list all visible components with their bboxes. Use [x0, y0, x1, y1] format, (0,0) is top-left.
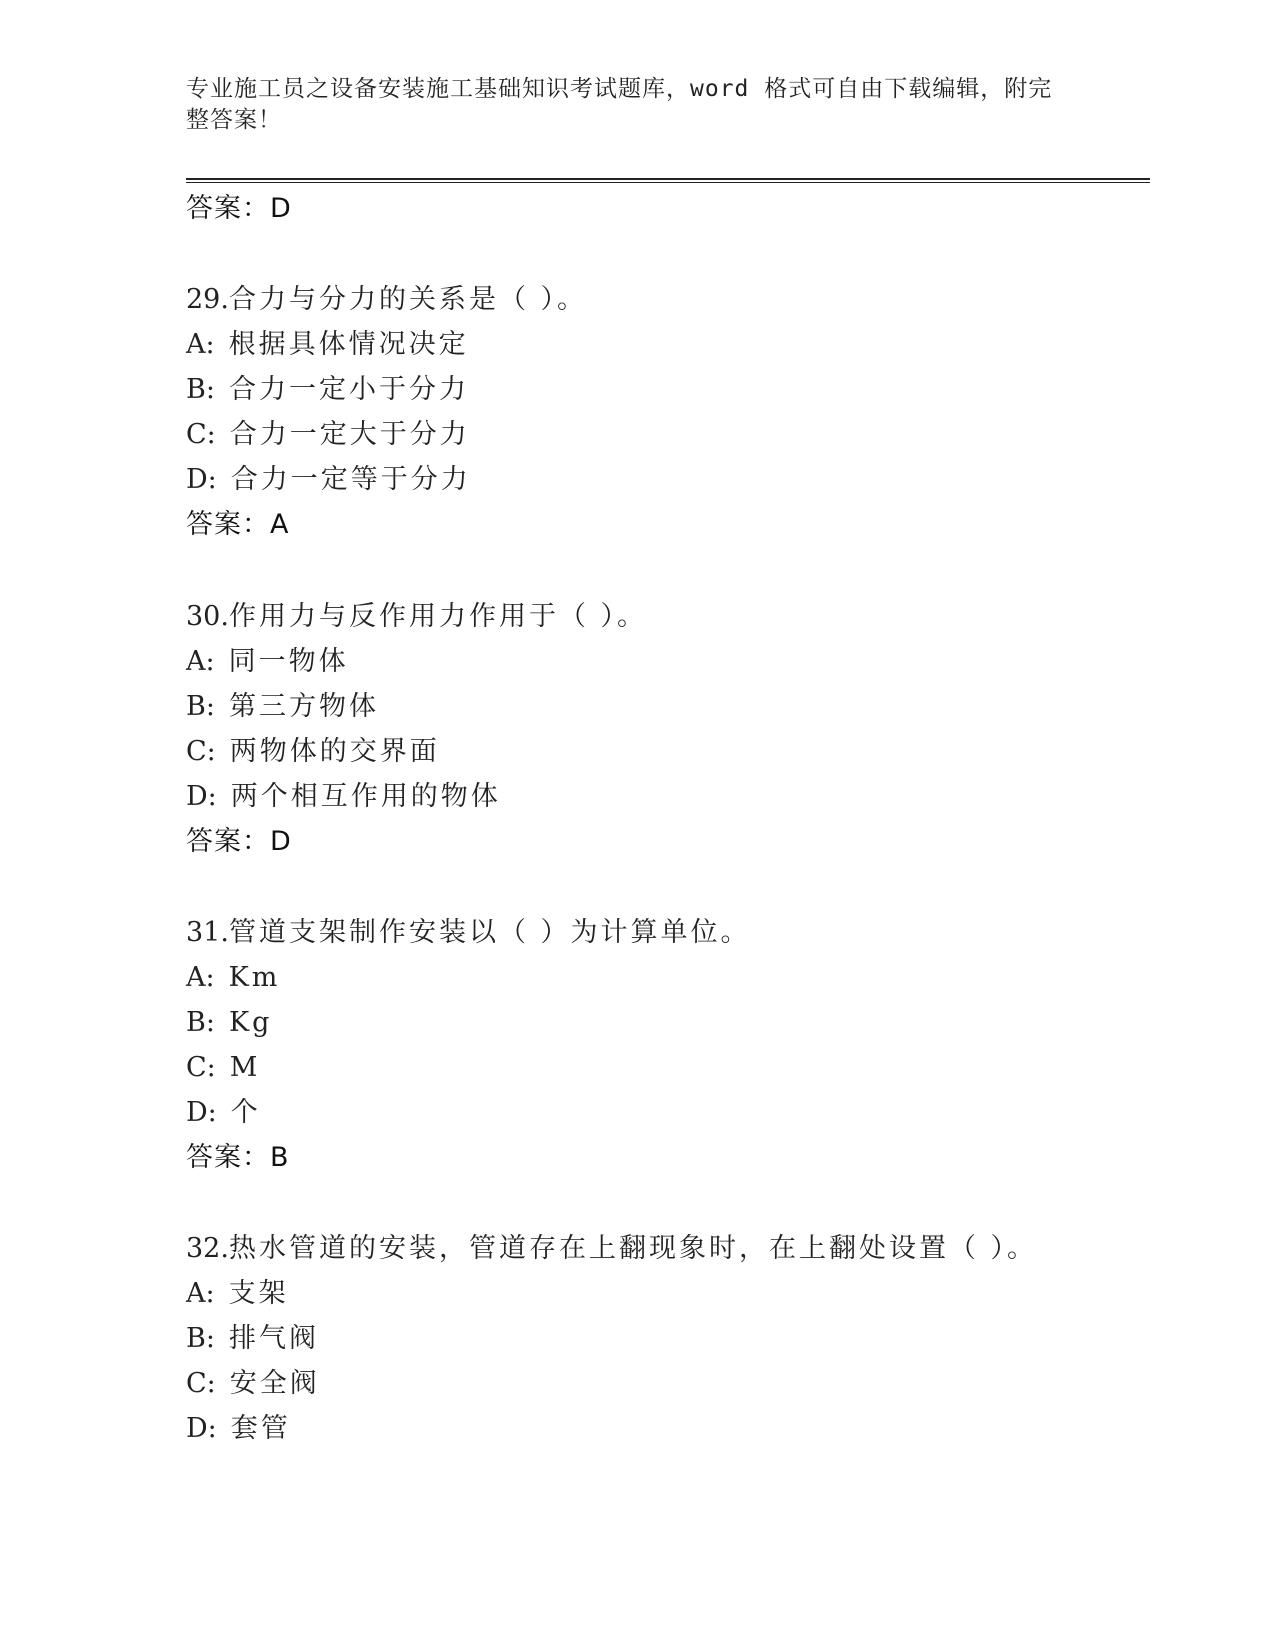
option-text: 根据具体情况决定	[228, 329, 469, 360]
question-text: 合力与分力的关系是（ ）。	[228, 284, 588, 315]
option-text: 套管	[230, 1413, 291, 1444]
option-b	[186, 691, 379, 723]
option-b	[186, 1323, 319, 1355]
option-d	[186, 781, 501, 813]
question-number: 29.	[186, 284, 229, 315]
answer-line: 答案：B	[186, 1142, 290, 1173]
header-line-1: 专业施工员之设备安装施工基础知识考试题库，word 格式可自由下载编辑，附完	[186, 76, 1053, 102]
option-c	[186, 1052, 260, 1084]
option-text: 两个相互作用的物体	[230, 781, 501, 812]
option-label: B:	[186, 1323, 215, 1354]
option-text: 合力一定大于分力	[229, 419, 470, 450]
option-text: 合力一定小于分力	[228, 374, 469, 405]
option-label: A:	[186, 329, 215, 360]
option-d	[186, 1413, 291, 1445]
option-a	[186, 1278, 289, 1310]
option-text: 同一物体	[228, 646, 349, 677]
option-text: 排气阀	[228, 1323, 319, 1354]
option-text: 支架	[228, 1278, 289, 1309]
header-line-2: 整答案！	[186, 107, 282, 133]
option-text: M	[229, 1052, 261, 1083]
option-label: B:	[186, 1007, 215, 1038]
option-label: C:	[186, 736, 216, 767]
option-label: A:	[186, 1278, 215, 1309]
option-a	[186, 962, 280, 994]
question-29	[186, 284, 587, 316]
question-30	[186, 601, 647, 633]
option-a	[186, 329, 469, 361]
option-label: D:	[186, 781, 217, 812]
option-label: C:	[186, 1052, 216, 1083]
option-text: 合力一定等于分力	[230, 464, 471, 495]
option-text: 个	[230, 1097, 261, 1128]
option-label: D:	[186, 1413, 217, 1444]
option-text: Km	[228, 962, 281, 993]
option-label: D:	[186, 464, 217, 495]
option-c	[186, 1368, 320, 1400]
option-text: 安全阀	[229, 1368, 320, 1399]
option-c	[186, 419, 470, 451]
question-text: 热水管道的安装，管道存在上翻现象时，在上翻处设置（ ）。	[228, 1233, 1038, 1264]
answer-line: 答案：D	[186, 193, 292, 224]
answer-line: 答案：D	[186, 826, 292, 857]
question-31	[186, 917, 751, 949]
option-label: C:	[186, 419, 216, 450]
question-number: 31.	[186, 917, 229, 948]
option-b	[186, 1007, 272, 1039]
option-text: 两物体的交界面	[229, 736, 440, 767]
question-32	[186, 1233, 1037, 1265]
question-number: 30.	[186, 601, 229, 632]
option-label: B:	[186, 691, 215, 722]
option-label: D:	[186, 1097, 217, 1128]
option-d	[186, 1097, 261, 1129]
option-text: 第三方物体	[228, 691, 379, 722]
option-b	[186, 374, 469, 406]
option-label: A:	[186, 646, 215, 677]
option-label: A:	[186, 962, 215, 993]
header-divider	[186, 178, 1150, 183]
question-number: 32.	[186, 1233, 229, 1264]
question-text: 管道支架制作安装以（ ）为计算单位。	[228, 917, 751, 948]
option-text: Kg	[228, 1007, 273, 1038]
document-header	[186, 74, 1066, 136]
option-label: B:	[186, 374, 215, 405]
option-a	[186, 646, 349, 678]
answer-line: 答案：A	[186, 509, 290, 540]
option-d	[186, 464, 471, 496]
option-c	[186, 736, 440, 768]
option-label: C:	[186, 1368, 216, 1399]
question-text: 作用力与反作用力作用于（ ）。	[228, 601, 648, 632]
